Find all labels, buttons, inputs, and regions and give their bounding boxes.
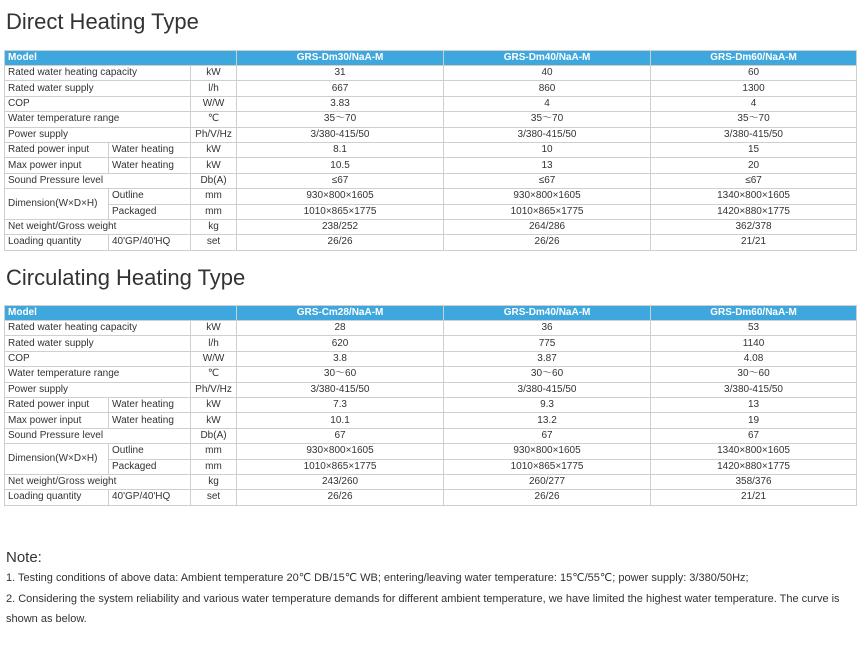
row-unit: ℃: [191, 367, 237, 382]
row-label: COP: [5, 96, 191, 111]
row-label: Water temperature range: [5, 367, 191, 382]
cell-value: 238/252: [237, 219, 444, 234]
table-row: [5, 474, 857, 489]
table-row: [5, 96, 857, 111]
cell-value: 28: [237, 321, 444, 336]
note-line-2: 2. Considering the system reliability and various water temperature demands for different ambient temperature, we have limited the highest water temperature. The curve is shown as below.: [6, 593, 840, 625]
cell-value: ≤67: [651, 173, 857, 188]
cell-value: 1010×865×1775: [237, 459, 444, 474]
row-label: Sound Pressure level: [5, 173, 191, 188]
model-name: GRS-Dm60/NaA-M: [651, 51, 857, 66]
cell-value: 3/380-415/50: [237, 382, 444, 397]
cell-value: 31: [237, 66, 444, 81]
row-unit: kW: [191, 158, 237, 173]
row-label: Max power input: [5, 158, 109, 173]
cell-value: 67: [237, 428, 444, 443]
cell-value: 667: [237, 81, 444, 96]
row-unit: ℃: [191, 112, 237, 127]
table-row: [5, 321, 857, 336]
cell-value: 8.1: [237, 142, 444, 157]
cell-value: 13: [651, 397, 857, 412]
cell-value: 1420×880×1775: [651, 204, 857, 219]
cell-value: 860: [444, 81, 651, 96]
cell-value: 3/380-415/50: [237, 127, 444, 142]
cell-value: 4: [444, 96, 651, 111]
cell-value: 1010×865×1775: [444, 459, 651, 474]
row-label: Power supply: [5, 382, 191, 397]
table-row: [5, 127, 857, 142]
row-unit: kW: [191, 66, 237, 81]
table-row: [5, 428, 857, 443]
cell-value: 26/26: [444, 235, 651, 250]
table-row: [5, 367, 857, 382]
cell-value: 3.83: [237, 96, 444, 111]
cell-value: 35～70: [651, 112, 857, 127]
row-unit: Ph/V/Hz: [191, 127, 237, 142]
row-unit: W/W: [191, 351, 237, 366]
row-sublabel: Water heating: [109, 158, 191, 173]
cell-value: 1340×800×1605: [651, 189, 857, 204]
row-sublabel: Water heating: [109, 397, 191, 412]
cell-value: 13.2: [444, 413, 651, 428]
row-unit: mm: [191, 459, 237, 474]
note-title: Note:: [6, 549, 42, 566]
model-name: GRS-Dm60/NaA-M: [651, 306, 857, 321]
cell-value: 620: [237, 336, 444, 351]
model-header: Model: [5, 306, 237, 321]
row-sublabel: Packaged: [109, 204, 191, 219]
cell-value: 13: [444, 158, 651, 173]
cell-value: 1140: [651, 336, 857, 351]
cell-value: 3/380-415/50: [651, 127, 857, 142]
cell-value: 20: [651, 158, 857, 173]
table-row: [5, 142, 857, 157]
table-row: [5, 204, 857, 219]
table-row: [5, 112, 857, 127]
cell-value: 1300: [651, 81, 857, 96]
row-unit: set: [191, 490, 237, 505]
row-unit: l/h: [191, 81, 237, 96]
row-label: Power supply: [5, 127, 191, 142]
row-unit: kg: [191, 474, 237, 489]
cell-value: 19: [651, 413, 857, 428]
cell-value: 930×800×1605: [237, 444, 444, 459]
table-row: [5, 336, 857, 351]
row-label: Dimension(W×D×H): [5, 444, 109, 475]
cell-value: 243/260: [237, 474, 444, 489]
row-label: Net weight/Gross weight: [5, 219, 191, 234]
row-label: COP: [5, 351, 191, 366]
row-label: Rated water heating capacity: [5, 321, 191, 336]
cell-value: 358/376: [651, 474, 857, 489]
row-sublabel: Outline: [109, 189, 191, 204]
cell-value: 1010×865×1775: [444, 204, 651, 219]
table-row: [5, 351, 857, 366]
direct-heating-table: [4, 50, 857, 251]
model-name: GRS-Dm40/NaA-M: [444, 51, 651, 66]
cell-value: 264/286: [444, 219, 651, 234]
cell-value: 10: [444, 142, 651, 157]
cell-value: 775: [444, 336, 651, 351]
cell-value: ≤67: [444, 173, 651, 188]
table-row: [5, 397, 857, 412]
row-unit: W/W: [191, 96, 237, 111]
row-label: Rated water supply: [5, 336, 191, 351]
row-unit: kW: [191, 142, 237, 157]
row-label: Rated water heating capacity: [5, 66, 191, 81]
table-row: [5, 235, 857, 250]
row-label: Dimension(W×D×H): [5, 189, 109, 220]
cell-value: 26/26: [237, 235, 444, 250]
row-label: Loading quantity: [5, 490, 109, 505]
cell-value: 30～60: [237, 367, 444, 382]
row-label: Water temperature range: [5, 112, 191, 127]
model-name: GRS-Dm40/NaA-M: [444, 306, 651, 321]
row-unit: l/h: [191, 336, 237, 351]
model-name: GRS-Cm28/NaA-M: [237, 306, 444, 321]
row-unit: kg: [191, 219, 237, 234]
cell-value: 35～70: [237, 112, 444, 127]
cell-value: 36: [444, 321, 651, 336]
cell-value: 35～70: [444, 112, 651, 127]
row-label: Loading quantity: [5, 235, 109, 250]
cell-value: 3/380-415/50: [651, 382, 857, 397]
cell-value: ≤67: [237, 173, 444, 188]
row-label: Max power input: [5, 413, 109, 428]
table-row: [5, 66, 857, 81]
cell-value: 930×800×1605: [444, 444, 651, 459]
table-header-row: [5, 306, 857, 321]
cell-value: 362/378: [651, 219, 857, 234]
cell-value: 26/26: [444, 490, 651, 505]
cell-value: 1010×865×1775: [237, 204, 444, 219]
row-unit: kW: [191, 413, 237, 428]
row-unit: Db(A): [191, 173, 237, 188]
row-unit: set: [191, 235, 237, 250]
cell-value: 67: [651, 428, 857, 443]
direct-heating-title: Direct Heating Type: [6, 9, 199, 34]
cell-value: 260/277: [444, 474, 651, 489]
row-label: Rated power input: [5, 142, 109, 157]
cell-value: 10.5: [237, 158, 444, 173]
cell-value: 21/21: [651, 490, 857, 505]
row-sublabel: Water heating: [109, 142, 191, 157]
table-row: [5, 158, 857, 173]
row-sublabel: Outline: [109, 444, 191, 459]
cell-value: 60: [651, 66, 857, 81]
table-row: [5, 81, 857, 96]
cell-value: 67: [444, 428, 651, 443]
cell-value: 3/380-415/50: [444, 382, 651, 397]
cell-value: 1340×800×1605: [651, 444, 857, 459]
row-unit: mm: [191, 189, 237, 204]
row-sublabel: Water heating: [109, 413, 191, 428]
row-unit: kW: [191, 321, 237, 336]
cell-value: 26/26: [237, 490, 444, 505]
row-label: Rated power input: [5, 397, 109, 412]
cell-value: 15: [651, 142, 857, 157]
row-label: Sound Pressure level: [5, 428, 191, 443]
table-row: [5, 219, 857, 234]
row-unit: Db(A): [191, 428, 237, 443]
table-row: [5, 459, 857, 474]
cell-value: 30～60: [444, 367, 651, 382]
row-unit: Ph/V/Hz: [191, 382, 237, 397]
table-row: [5, 444, 857, 459]
table-row: [5, 173, 857, 188]
table-row: [5, 490, 857, 505]
cell-value: 10.1: [237, 413, 444, 428]
cell-value: 930×800×1605: [444, 189, 651, 204]
table-header-row: [5, 51, 857, 66]
circulating-heating-table: [4, 305, 857, 506]
cell-value: 21/21: [651, 235, 857, 250]
cell-value: 3.87: [444, 351, 651, 366]
row-sublabel: 40'GP/40'HQ: [109, 235, 191, 250]
note-line-1: 1. Testing conditions of above data: Ambient temperature 20℃ DB/15℃ WB; entering/leaving water temperature: 15℃/55℃; power supply: 3/380/50Hz;: [6, 572, 749, 584]
cell-value: 3/380-415/50: [444, 127, 651, 142]
row-unit: mm: [191, 444, 237, 459]
row-sublabel: 40'GP/40'HQ: [109, 490, 191, 505]
table-row: [5, 413, 857, 428]
cell-value: 4: [651, 96, 857, 111]
model-header: Model: [5, 51, 237, 66]
cell-value: 7.3: [237, 397, 444, 412]
cell-value: 930×800×1605: [237, 189, 444, 204]
cell-value: 53: [651, 321, 857, 336]
row-unit: mm: [191, 204, 237, 219]
table-row: [5, 382, 857, 397]
row-unit: kW: [191, 397, 237, 412]
cell-value: 1420×880×1775: [651, 459, 857, 474]
row-label: Rated water supply: [5, 81, 191, 96]
row-sublabel: Packaged: [109, 459, 191, 474]
cell-value: 40: [444, 66, 651, 81]
circulating-heating-title: Circulating Heating Type: [6, 265, 246, 290]
table-row: [5, 189, 857, 204]
row-label: Net weight/Gross weight: [5, 474, 191, 489]
cell-value: 30～60: [651, 367, 857, 382]
model-name: GRS-Dm30/NaA-M: [237, 51, 444, 66]
cell-value: 3.8: [237, 351, 444, 366]
cell-value: 9.3: [444, 397, 651, 412]
cell-value: 4.08: [651, 351, 857, 366]
